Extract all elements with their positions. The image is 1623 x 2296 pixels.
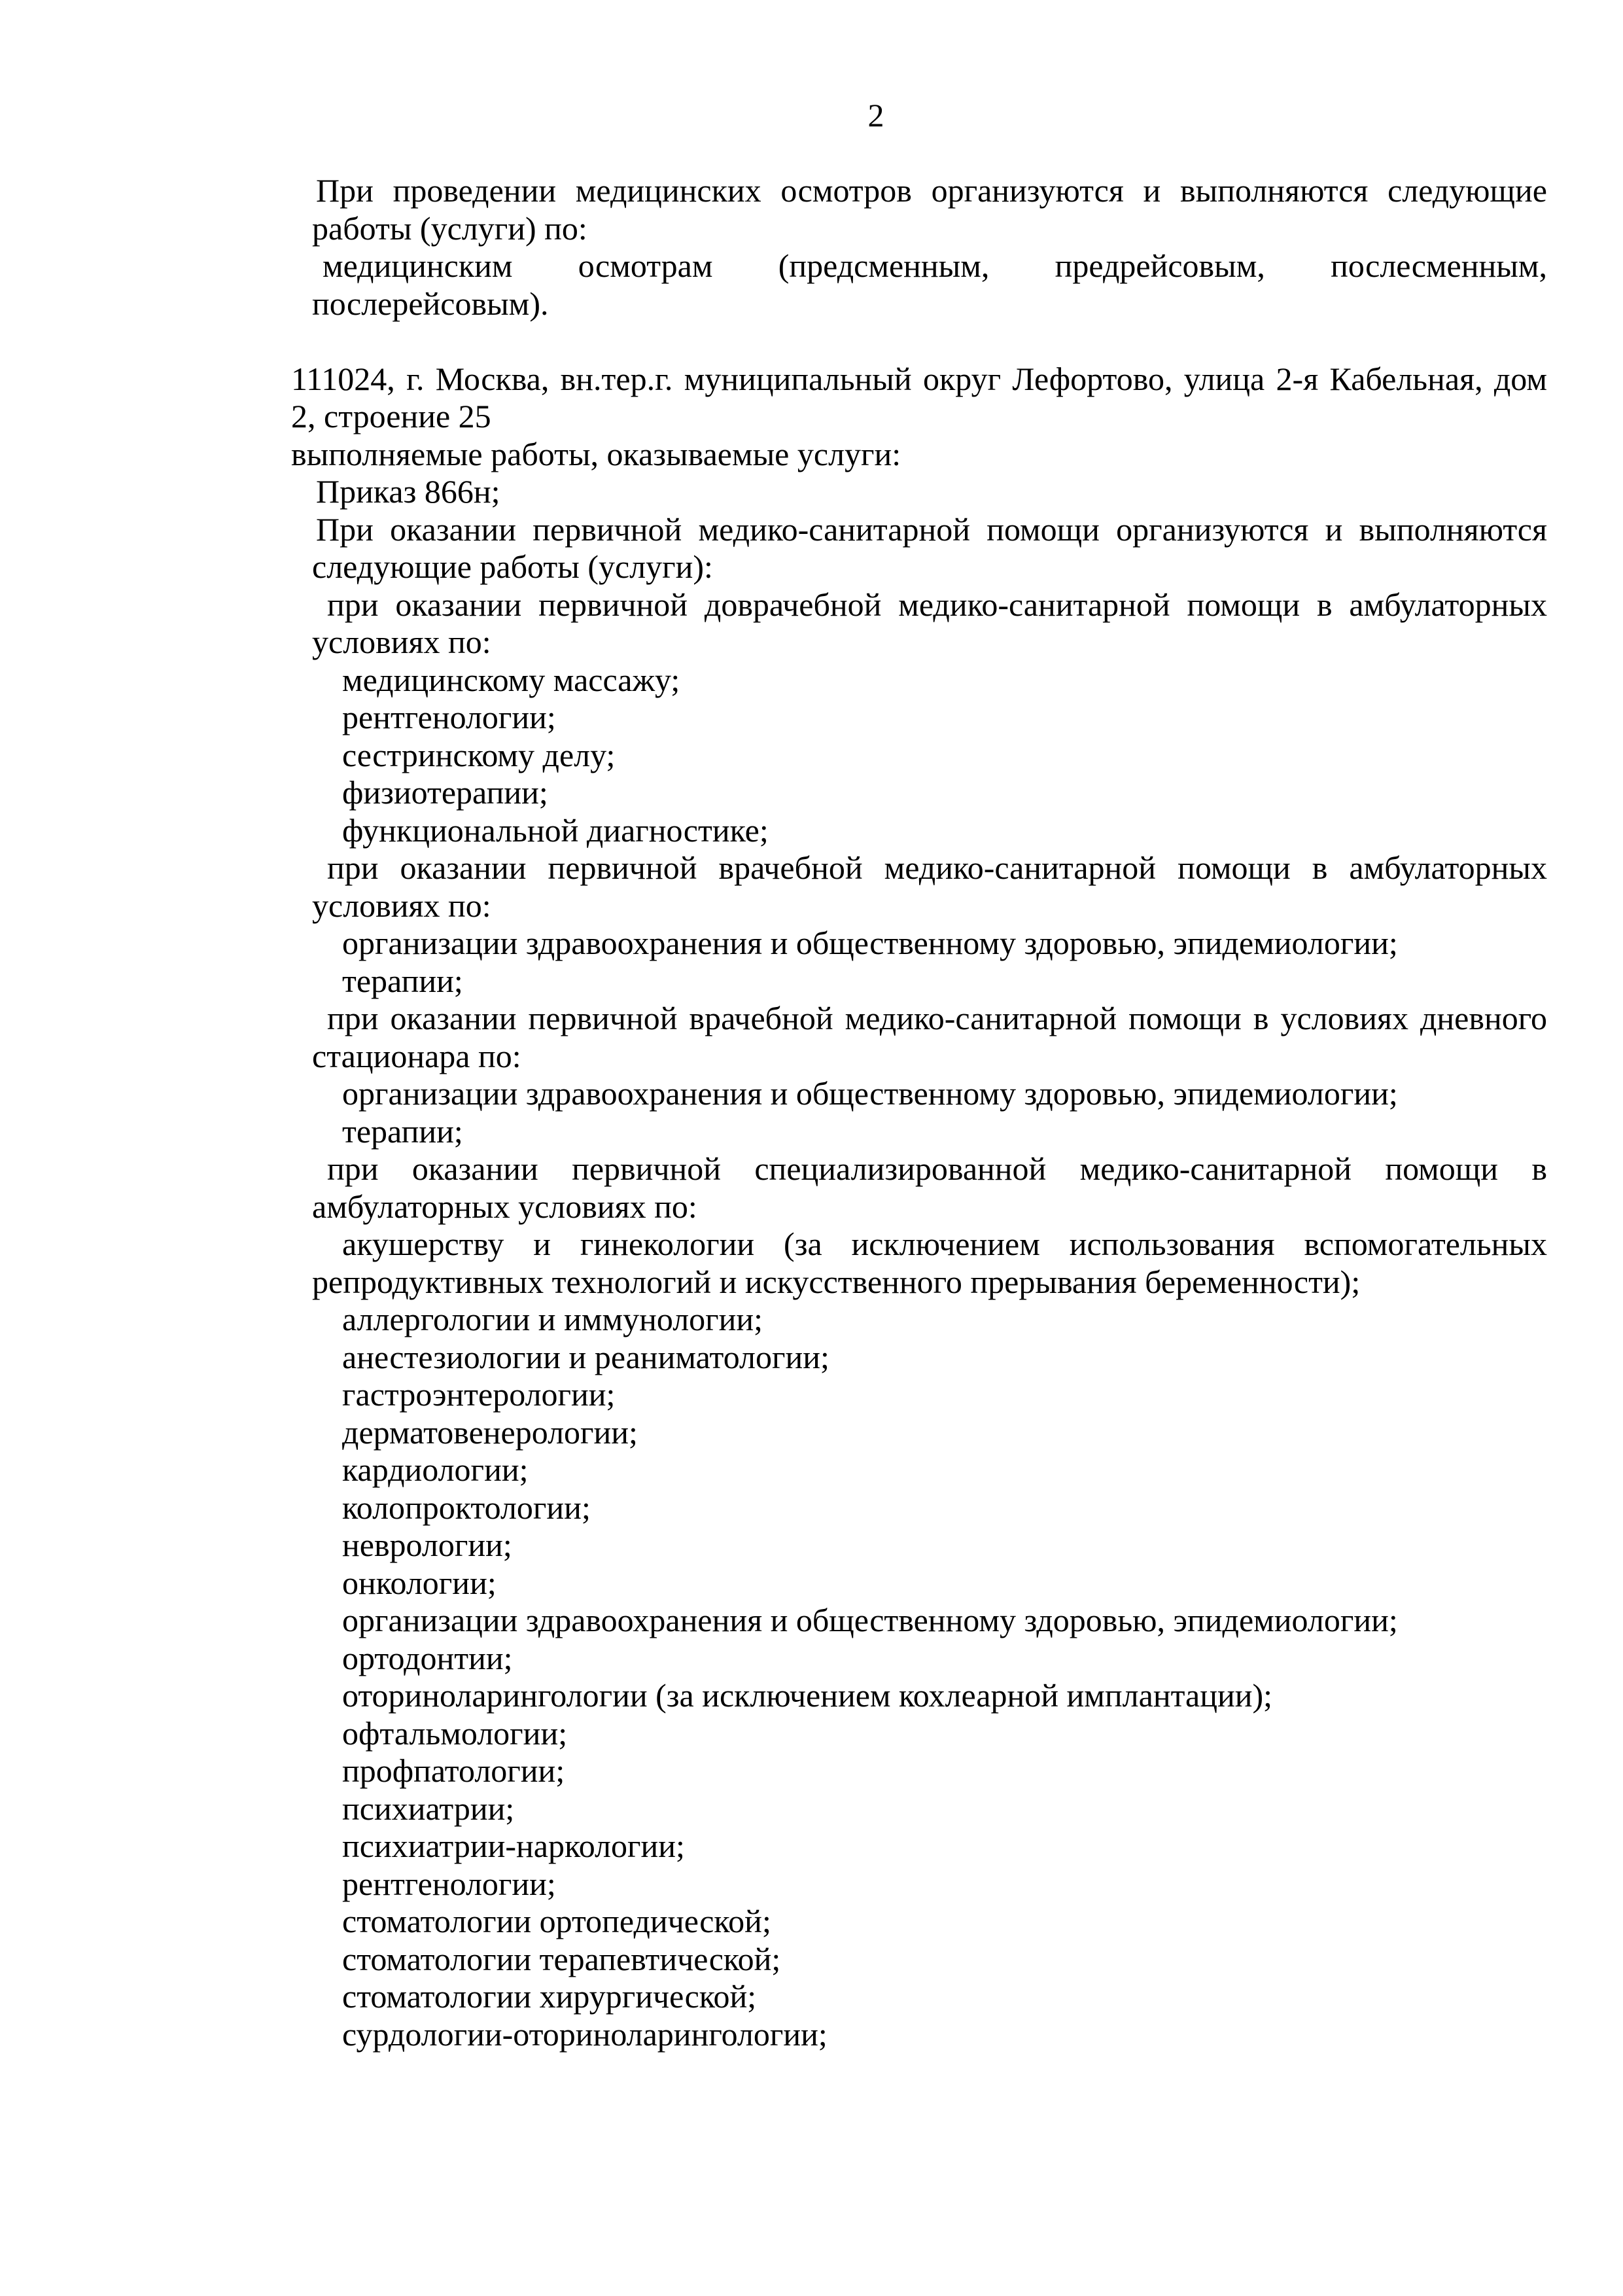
doc-line: неврологии;: [342, 1527, 512, 1563]
doc-line: офтальмологии;: [342, 1714, 568, 1752]
doc-line: при оказании первичной специализированной медико-санитарной помощи в: [327, 1150, 1547, 1187]
doc-line: при оказании первичной доврачебной медико-санитарной помощи в амбулаторных: [327, 586, 1547, 623]
doc-line: оториноларингологии (за исключением кохлеарной имплантации);: [342, 1677, 1273, 1714]
doc-line: аллергологии и иммунологии;: [342, 1301, 763, 1337]
doc-line: организации здравоохранения и общественному здоровью, эпидемиологии;: [342, 1075, 1398, 1112]
doc-line: стоматологии ортопедической;: [342, 1903, 771, 1939]
doc-line: стоматологии хирургической;: [342, 1978, 757, 2015]
doc-line: сестринскому делу;: [342, 736, 616, 773]
page-number: 2: [867, 97, 884, 133]
doc-line: условиях по:: [312, 887, 491, 924]
doc-line: амбулаторных условиях по:: [312, 1188, 697, 1225]
doc-line: функциональной диагностике;: [342, 811, 769, 849]
doc-line: терапии;: [342, 1112, 463, 1150]
doc-line: стационара по:: [312, 1037, 521, 1074]
doc-line: акушерству и гинекологии (за исключением использования вспомогательных: [342, 1226, 1547, 1262]
blank-line: [291, 135, 1547, 173]
doc-line: При проведении медицинских осмотров организуются и выполняются следующие: [316, 172, 1547, 209]
doc-line: рентгенологии;: [342, 699, 556, 735]
doc-line: медицинскому массажу;: [342, 661, 680, 698]
doc-line: При оказании первичной медико-санитарной помощи организуются и выполняются: [316, 510, 1547, 548]
doc-line: при оказании первичной врачебной медико-санитарной помощи в амбулаторных: [327, 849, 1547, 886]
doc-line: при оказании первичной врачебной медико-санитарной помощи в условиях дневного: [327, 1000, 1547, 1036]
doc-line: кардиологии;: [342, 1451, 529, 1488]
doc-line: организации здравоохранения и общественному здоровью, эпидемиологии;: [342, 925, 1398, 961]
doc-line: следующие работы (услуги):: [312, 548, 713, 585]
doc-line: послерейсовым).: [312, 285, 549, 322]
doc-line: профпатологии;: [342, 1752, 565, 1789]
doc-line: организации здравоохранения и общественному здоровью, эпидемиологии;: [342, 1602, 1398, 1638]
doc-line: выполняемые работы, оказываемые услуги:: [291, 435, 901, 472]
doc-line: сурдологии-оториноларингологии;: [342, 2015, 828, 2053]
doc-line: условиях по:: [312, 624, 491, 660]
doc-line: стоматологии терапевтической;: [342, 1940, 781, 1977]
doc-line: рентгенологии;: [342, 1865, 556, 1902]
doc-line: репродуктивных технологий и искусственного прерывания беременности);: [312, 1263, 1361, 1300]
doc-line: психиатрии-наркологии;: [342, 1828, 685, 1864]
doc-line: дерматовенерологии;: [342, 1413, 638, 1451]
blank-line: [291, 323, 1547, 361]
doc-line: медицинским осмотрам (предсменным, предрейсовым, послесменным,: [323, 247, 1547, 284]
doc-line: физиотерапии;: [342, 774, 548, 811]
doc-line: онкологии;: [342, 1564, 497, 1601]
doc-line: Приказ 866н;: [316, 473, 500, 510]
doc-line: 111024, г. Москва, вн.тер.г. муниципальный округ Лефортово, улица 2-я Кабельная, дом: [291, 360, 1547, 397]
doc-line: 2, строение 25: [291, 398, 491, 434]
doc-line: психиатрии;: [342, 1790, 515, 1827]
doc-line: работы (услуги) по:: [312, 209, 587, 247]
document-text-block: [291, 97, 1547, 2053]
doc-line: гастроэнтерологии;: [342, 1376, 616, 1413]
doc-line: анестезиологии и реаниматологии;: [342, 1338, 829, 1375]
doc-line: ортодонтии;: [342, 1639, 513, 1676]
doc-line: терапии;: [342, 962, 463, 999]
doc-line: колопроктологии;: [342, 1489, 591, 1526]
